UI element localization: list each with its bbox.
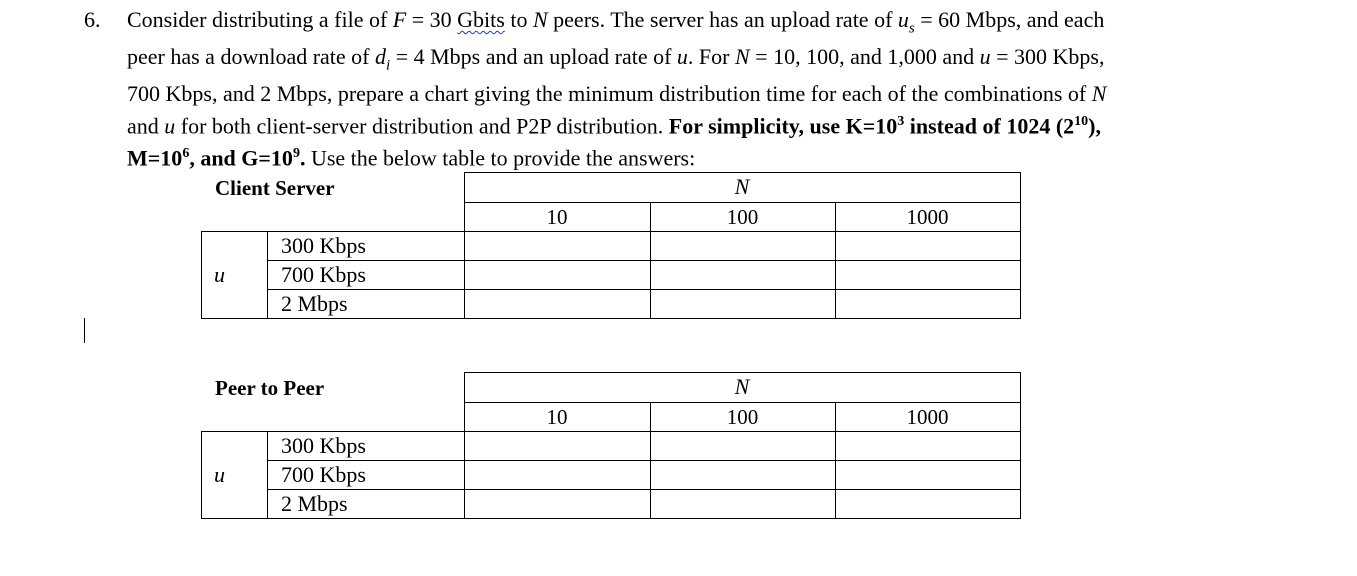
answer-cell: [836, 290, 1020, 318]
table-border: [201, 318, 1021, 319]
question-segment: M=10: [127, 145, 183, 171]
table-border: [1020, 372, 1021, 519]
answer-cell: [651, 490, 835, 518]
u-value: 300 Kbps: [281, 433, 366, 458]
answer-cell: [465, 432, 650, 460]
question-text: [127, 6, 1247, 172]
question-segment: .: [299, 145, 306, 171]
u-label: u: [214, 462, 225, 487]
answer-cell: [465, 261, 650, 289]
table-border: [201, 231, 202, 319]
n-value: 100: [726, 405, 759, 429]
u-value: 700 Kbps: [281, 462, 366, 487]
question-line: [127, 80, 1247, 108]
answer-cell: [836, 461, 1020, 489]
question-segment: Gbits: [457, 7, 505, 32]
table-border: [464, 202, 1021, 203]
n-label: N: [734, 174, 750, 199]
question-segment: u: [164, 113, 176, 139]
question-segment: N: [1091, 81, 1107, 107]
question-segment: d: [375, 44, 387, 70]
question-segment: , and G=10: [189, 145, 293, 171]
question-line: [127, 43, 1247, 80]
question-segment: u: [979, 44, 991, 70]
question-segment: . For: [687, 44, 735, 70]
question-line: [127, 6, 1247, 43]
question-segment: = 4 Mbps and an upload rate of: [390, 44, 677, 70]
question-number: 6.: [84, 7, 101, 32]
question-segment: 3: [897, 113, 905, 129]
question-segment: F: [392, 7, 407, 32]
question-segment: and: [127, 113, 165, 139]
question-segment: 10: [1074, 113, 1089, 129]
question-segment: s: [908, 20, 915, 37]
u-value: 300 Kbps: [281, 233, 366, 258]
answer-cell: [651, 232, 835, 260]
answer-cell: [465, 461, 650, 489]
question-segment: peer has a download rate of: [127, 44, 376, 70]
text-cursor: [84, 318, 85, 343]
question-segment: N: [532, 7, 548, 32]
table-title: Client Server: [215, 176, 335, 200]
n-label: N: [734, 374, 750, 399]
question-segment: peers. The server has an upload rate of: [547, 7, 898, 32]
question-segment: For simplicity, use K=10: [668, 113, 898, 139]
n-value: 100: [726, 205, 759, 229]
question-segment: ),: [1088, 113, 1101, 139]
question-segment: 9: [292, 145, 300, 161]
question-segment: for both client-server distribution and P2P distribution.: [175, 113, 669, 139]
question-line: [127, 140, 1247, 172]
table-border: [464, 402, 1021, 403]
u-value: 2 Mbps: [281, 491, 348, 516]
question-segment: u: [676, 44, 688, 70]
answer-cell: [836, 261, 1020, 289]
table-border: [1020, 172, 1021, 319]
question-segment: u: [897, 7, 909, 32]
table-border: [201, 431, 202, 519]
answer-cell: [836, 232, 1020, 260]
question-segment: instead of 1024 (2: [904, 113, 1075, 139]
question-segment: = 60 Mbps, and each: [914, 7, 1105, 32]
question-segment: = 10, 100, and 1,000 and: [749, 44, 980, 70]
question-segment: N: [734, 44, 750, 70]
n-value: 10: [546, 405, 568, 429]
n-value: 10: [546, 205, 568, 229]
answer-cell: [836, 490, 1020, 518]
question-line: [127, 108, 1247, 140]
question-segment: 700 Kbps, and 2 Mbps, prepare a chart giving the minimum distribution time for each of the combinations of: [127, 81, 1092, 107]
answer-cell: [836, 432, 1020, 460]
u-value: 2 Mbps: [281, 291, 348, 316]
answer-cell: [651, 261, 835, 289]
question-segment: i: [386, 57, 391, 74]
answer-cell: [465, 290, 650, 318]
n-value: 1000: [906, 205, 949, 229]
table-border: [267, 431, 268, 519]
n-value: 1000: [906, 405, 949, 429]
answer-cell: [651, 432, 835, 460]
answer-cell: [651, 290, 835, 318]
u-value: 700 Kbps: [281, 262, 366, 287]
table-border: [267, 231, 268, 319]
answer-cell: [465, 490, 650, 518]
answer-cell: [651, 461, 835, 489]
question-segment: Use the below table to provide the answers:: [305, 145, 696, 171]
question-segment: = 30: [406, 7, 458, 32]
u-label: u: [214, 262, 225, 287]
question-segment: = 300 Kbps,: [990, 44, 1105, 70]
table-title: Peer to Peer: [215, 376, 325, 400]
answer-cell: [465, 232, 650, 260]
question-segment: Consider distributing a file of: [127, 7, 393, 32]
question-segment: 6: [182, 145, 190, 161]
question-segment: to: [504, 7, 533, 32]
table-border: [201, 518, 1021, 519]
